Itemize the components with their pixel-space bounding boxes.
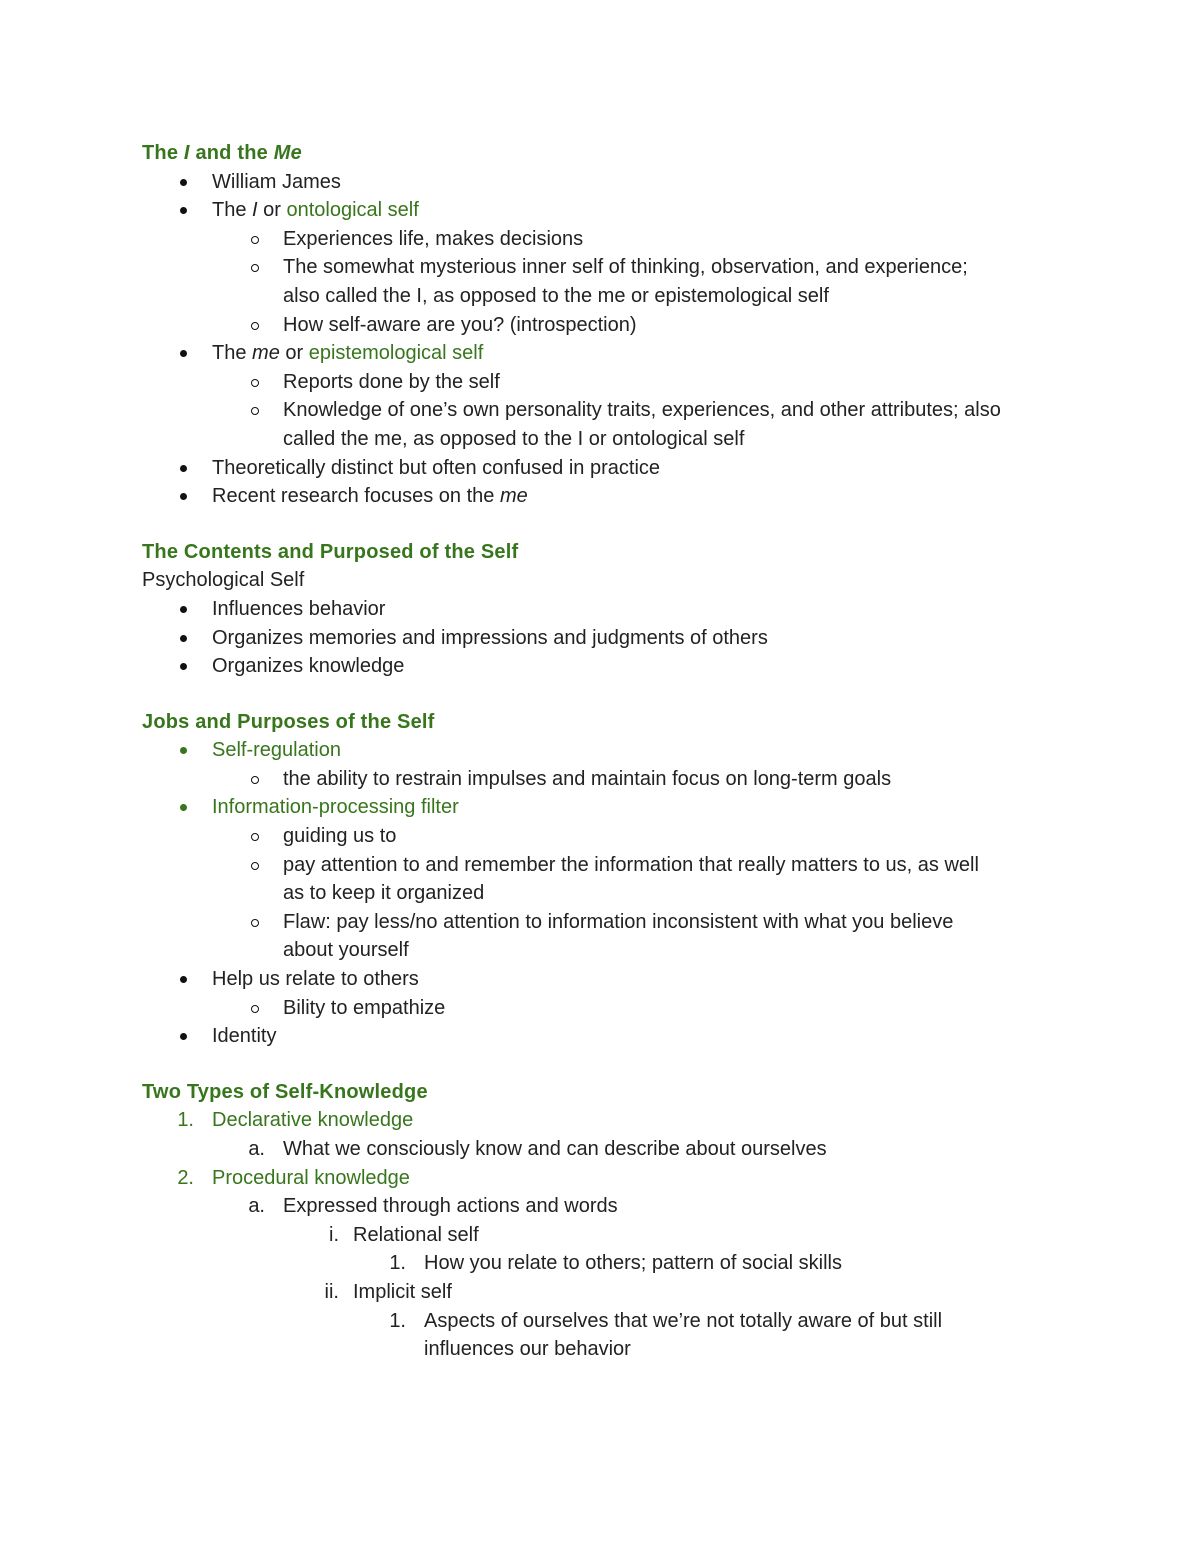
list-marker: 1. <box>389 1309 406 1332</box>
list-item: Theoretically distinct but often confused in practice <box>142 454 1082 483</box>
list-item-continuation: influences our behavior <box>424 1338 631 1361</box>
list-marker: i. <box>329 1223 339 1246</box>
list-item: The me or epistemological self <box>142 339 1082 368</box>
list-marker: 1. <box>177 1109 194 1132</box>
list-item: Influences behavior <box>142 595 1082 624</box>
bullet-icon <box>180 747 187 754</box>
hollow-bullet-icon <box>251 264 259 272</box>
hollow-bullet-icon <box>251 833 259 841</box>
bullet-icon <box>180 663 187 670</box>
section-heading-i-and-me: The I and the Me <box>142 142 302 164</box>
spacer <box>142 511 1082 538</box>
hollow-bullet-icon <box>251 919 259 927</box>
spacer <box>142 1051 1082 1078</box>
hollow-bullet-icon <box>251 379 259 387</box>
spacer <box>142 681 1082 708</box>
list-item: Bility to empathize <box>142 994 1082 1023</box>
list-item: William James <box>142 168 1082 197</box>
list-item: Reports done by the self <box>142 368 1082 397</box>
list-item: Self-regulation <box>142 736 1082 765</box>
bullet-icon <box>180 179 187 186</box>
list-marker: a. <box>248 1195 265 1218</box>
bullet-icon <box>180 976 187 983</box>
section-heading-contents: The Contents and Purposed of the Self <box>142 540 519 563</box>
list-item: Help us relate to others <box>142 965 1082 994</box>
bullet-icon <box>180 804 187 811</box>
bullet-icon <box>180 1033 187 1040</box>
list-item: ii. Implicit self <box>142 1278 1082 1307</box>
list-item-continuation: called the me, as opposed to the I or ontological self <box>283 427 745 450</box>
list-item: a. What we consciously know and can describe about ourselves <box>142 1135 1082 1164</box>
list-item: The somewhat mysterious inner self of thinking, observation, and experience; <box>142 253 1082 282</box>
section-heading-self-knowledge: Two Types of Self-Knowledge <box>142 1080 428 1103</box>
list-marker: 1. <box>389 1252 406 1275</box>
bullet-icon <box>180 606 187 613</box>
bullet-icon <box>180 350 187 357</box>
list-item: The I or ontological self <box>142 196 1082 225</box>
hollow-bullet-icon <box>251 1005 259 1013</box>
bullet-icon <box>180 493 187 500</box>
hollow-bullet-icon <box>251 322 259 330</box>
list-item: 2. Procedural knowledge <box>142 1164 1082 1193</box>
list-item: 1. Declarative knowledge <box>142 1106 1082 1135</box>
section-subtitle: Psychological Self <box>142 569 305 592</box>
list-item: a. Expressed through actions and words <box>142 1192 1082 1221</box>
list-marker: 2. <box>177 1166 194 1189</box>
list-item: 1. Aspects of ourselves that we’re not totally aware of but still <box>142 1307 1082 1336</box>
list-item: How self-aware are you? (introspection) <box>142 311 1082 340</box>
list-item: Experiences life, makes decisions <box>142 225 1082 254</box>
list-item: i. Relational self <box>142 1221 1082 1250</box>
bullet-icon <box>180 635 187 642</box>
section-heading-jobs: Jobs and Purposes of the Self <box>142 710 435 733</box>
list-item: Information-processing filter <box>142 793 1082 822</box>
list-item: guiding us to <box>142 822 1082 851</box>
list-marker: a. <box>248 1138 265 1160</box>
list-item-continuation: about yourself <box>283 939 409 962</box>
hollow-bullet-icon <box>251 776 259 784</box>
document-page <box>142 139 1082 1364</box>
list-item: pay attention to and remember the information that really matters to us, as well <box>142 851 1082 880</box>
list-item: Knowledge of one’s own personality traits, experiences, and other attributes; also <box>142 396 1082 425</box>
list-item-continuation: as to keep it organized <box>283 882 485 905</box>
hollow-bullet-icon <box>251 862 259 870</box>
hollow-bullet-icon <box>251 407 259 415</box>
list-item: Organizes knowledge <box>142 652 1082 681</box>
list-item: Identity <box>142 1022 1082 1051</box>
list-item: Recent research focuses on the me <box>142 482 1082 511</box>
hollow-bullet-icon <box>251 236 259 244</box>
list-item: the ability to restrain impulses and maintain focus on long-term goals <box>142 765 1082 794</box>
bullet-icon <box>180 465 187 472</box>
bullet-icon <box>180 207 187 214</box>
list-item-continuation: also called the I, as opposed to the me or epistemological self <box>283 284 829 307</box>
list-item: Organizes memories and impressions and judgments of others <box>142 624 1082 653</box>
list-marker: ii. <box>324 1280 339 1303</box>
list-item: Flaw: pay less/no attention to information inconsistent with what you believe <box>142 908 1082 937</box>
list-item: 1. How you relate to others; pattern of social skills <box>142 1249 1082 1278</box>
